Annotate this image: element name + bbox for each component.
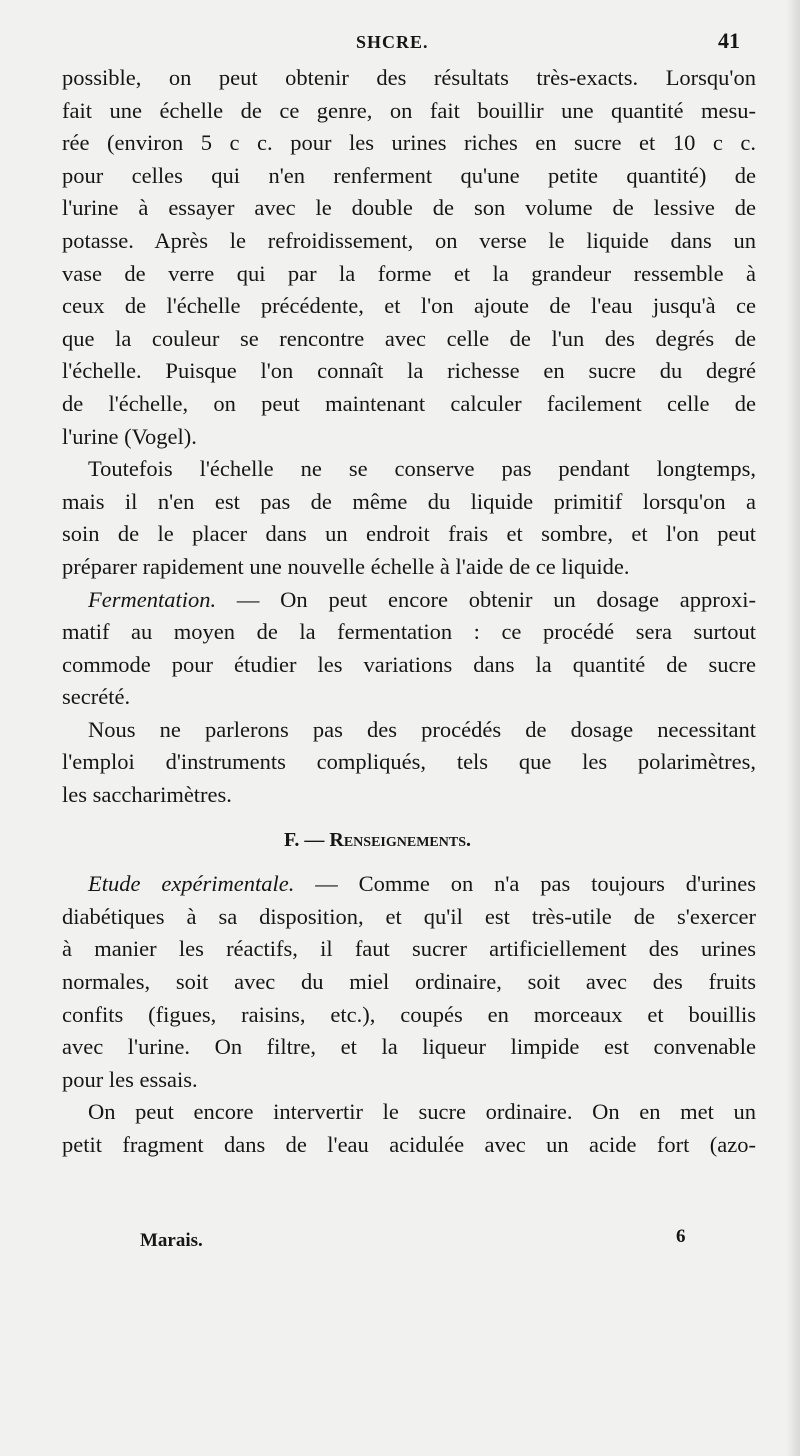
text-line: normales, soit avec du miel ordinaire, soit avec des fruits	[62, 969, 756, 995]
text-line: à manier les réactifs, il faut sucrer artificiellement des urines	[62, 936, 756, 962]
text-line: rée (environ 5 c c. pour les urines riches en sucre et 10 c c.	[62, 130, 756, 156]
sheet-number: 6	[676, 1226, 686, 1247]
text-line: l'emploi d'instruments compliqués, tels que les polarimètres,	[62, 749, 756, 775]
text-line	[62, 584, 756, 617]
section-prefix: F. —	[284, 828, 330, 851]
paragraph-3	[62, 584, 756, 714]
text-line: Toutefois l'échelle ne se conserve pas pendant longtemps,	[88, 456, 756, 482]
text-line: possible, on peut obtenir des résultats très-exacts. Lorsqu'on	[62, 65, 756, 90]
text-line: l'urine à essayer avec le double de son volume de lessive de	[62, 195, 756, 221]
text-line: mais il n'en est pas de même du liquide primitif lorsqu'on a	[62, 488, 756, 514]
text-line: vase de verre qui par la forme et la grandeur ressemble à	[62, 260, 756, 286]
text-line: de l'échelle, on peut maintenant calculer facilement celle de	[62, 390, 756, 416]
printer-signature: Marais.	[140, 1230, 203, 1251]
text-line: potasse. Après le refroidissement, on verse le liquide dans un	[62, 227, 756, 253]
running-head: SHCRE.	[356, 32, 429, 52]
paragraph-4	[62, 714, 756, 812]
section-heading	[62, 824, 756, 857]
text-line: les saccharimètres.	[62, 782, 232, 808]
text-line: que la couleur se rencontre avec celle de l'un des degrés de	[62, 325, 756, 351]
italic-lead: Etude expérimentale.	[88, 871, 295, 897]
text-line: avec l'urine. On filtre, et la liqueur limpide est convenable	[62, 1034, 756, 1060]
text-line: matif au moyen de la fermentation : ce procédé sera surtout	[62, 619, 756, 645]
text-line: ceux de l'échelle précédente, et l'on ajoute de l'eau jusqu'à ce	[62, 293, 756, 319]
paragraph-6	[62, 1096, 756, 1161]
text-line: l'urine (Vogel).	[62, 423, 197, 449]
text-line: Nous ne parlerons pas des procédés de dosage necessitant	[88, 716, 756, 742]
paragraph-2	[62, 453, 756, 583]
text-run: — On peut encore obtenir un dosage approxi-	[216, 586, 756, 612]
text-line: On peut encore intervertir le sucre ordinaire. On en met un	[88, 1099, 756, 1125]
paragraph-5	[62, 868, 756, 1096]
text-line: commode pour étudier les variations dans la quantité de sucre	[62, 651, 756, 677]
text-line: diabétiques à sa disposition, et qu'il est très-utile de s'exercer	[62, 903, 756, 929]
page-number: 41	[718, 28, 740, 53]
text-run: — Comme on n'a pas toujours d'urines	[294, 871, 756, 897]
text-line: l'échelle. Puisque l'on connaît la richesse en sucre du degré	[62, 358, 756, 384]
italic-lead: Fermentation.	[88, 586, 217, 612]
text-line: préparer rapidement une nouvelle échelle à l'aide de ce liquide.	[62, 553, 630, 579]
text-line: pour celles qui n'en renferment qu'une petite quantité) de	[62, 162, 756, 188]
page-header	[0, 28, 800, 58]
text-line: fait une échelle de ce genre, on fait bouillir une quantité mesu-	[62, 97, 756, 123]
page-edge-shadow	[786, 0, 800, 1456]
text-line: petit fragment dans de l'eau acidulée avec un acide fort (azo-	[62, 1132, 756, 1157]
text-line: pour les essais.	[62, 1066, 198, 1092]
paragraph-1	[62, 62, 756, 453]
page-footer	[0, 1226, 800, 1256]
text-line: confits (figues, raisins, etc.), coupés en morceaux et bouillis	[62, 1001, 756, 1027]
text-line: secrété.	[62, 684, 131, 710]
body-text	[62, 62, 756, 1162]
text-line: soin de le placer dans un endroit frais et sombre, et l'on peut	[62, 521, 756, 547]
text-line	[62, 868, 756, 901]
section-title: Renseignements.	[329, 828, 471, 851]
